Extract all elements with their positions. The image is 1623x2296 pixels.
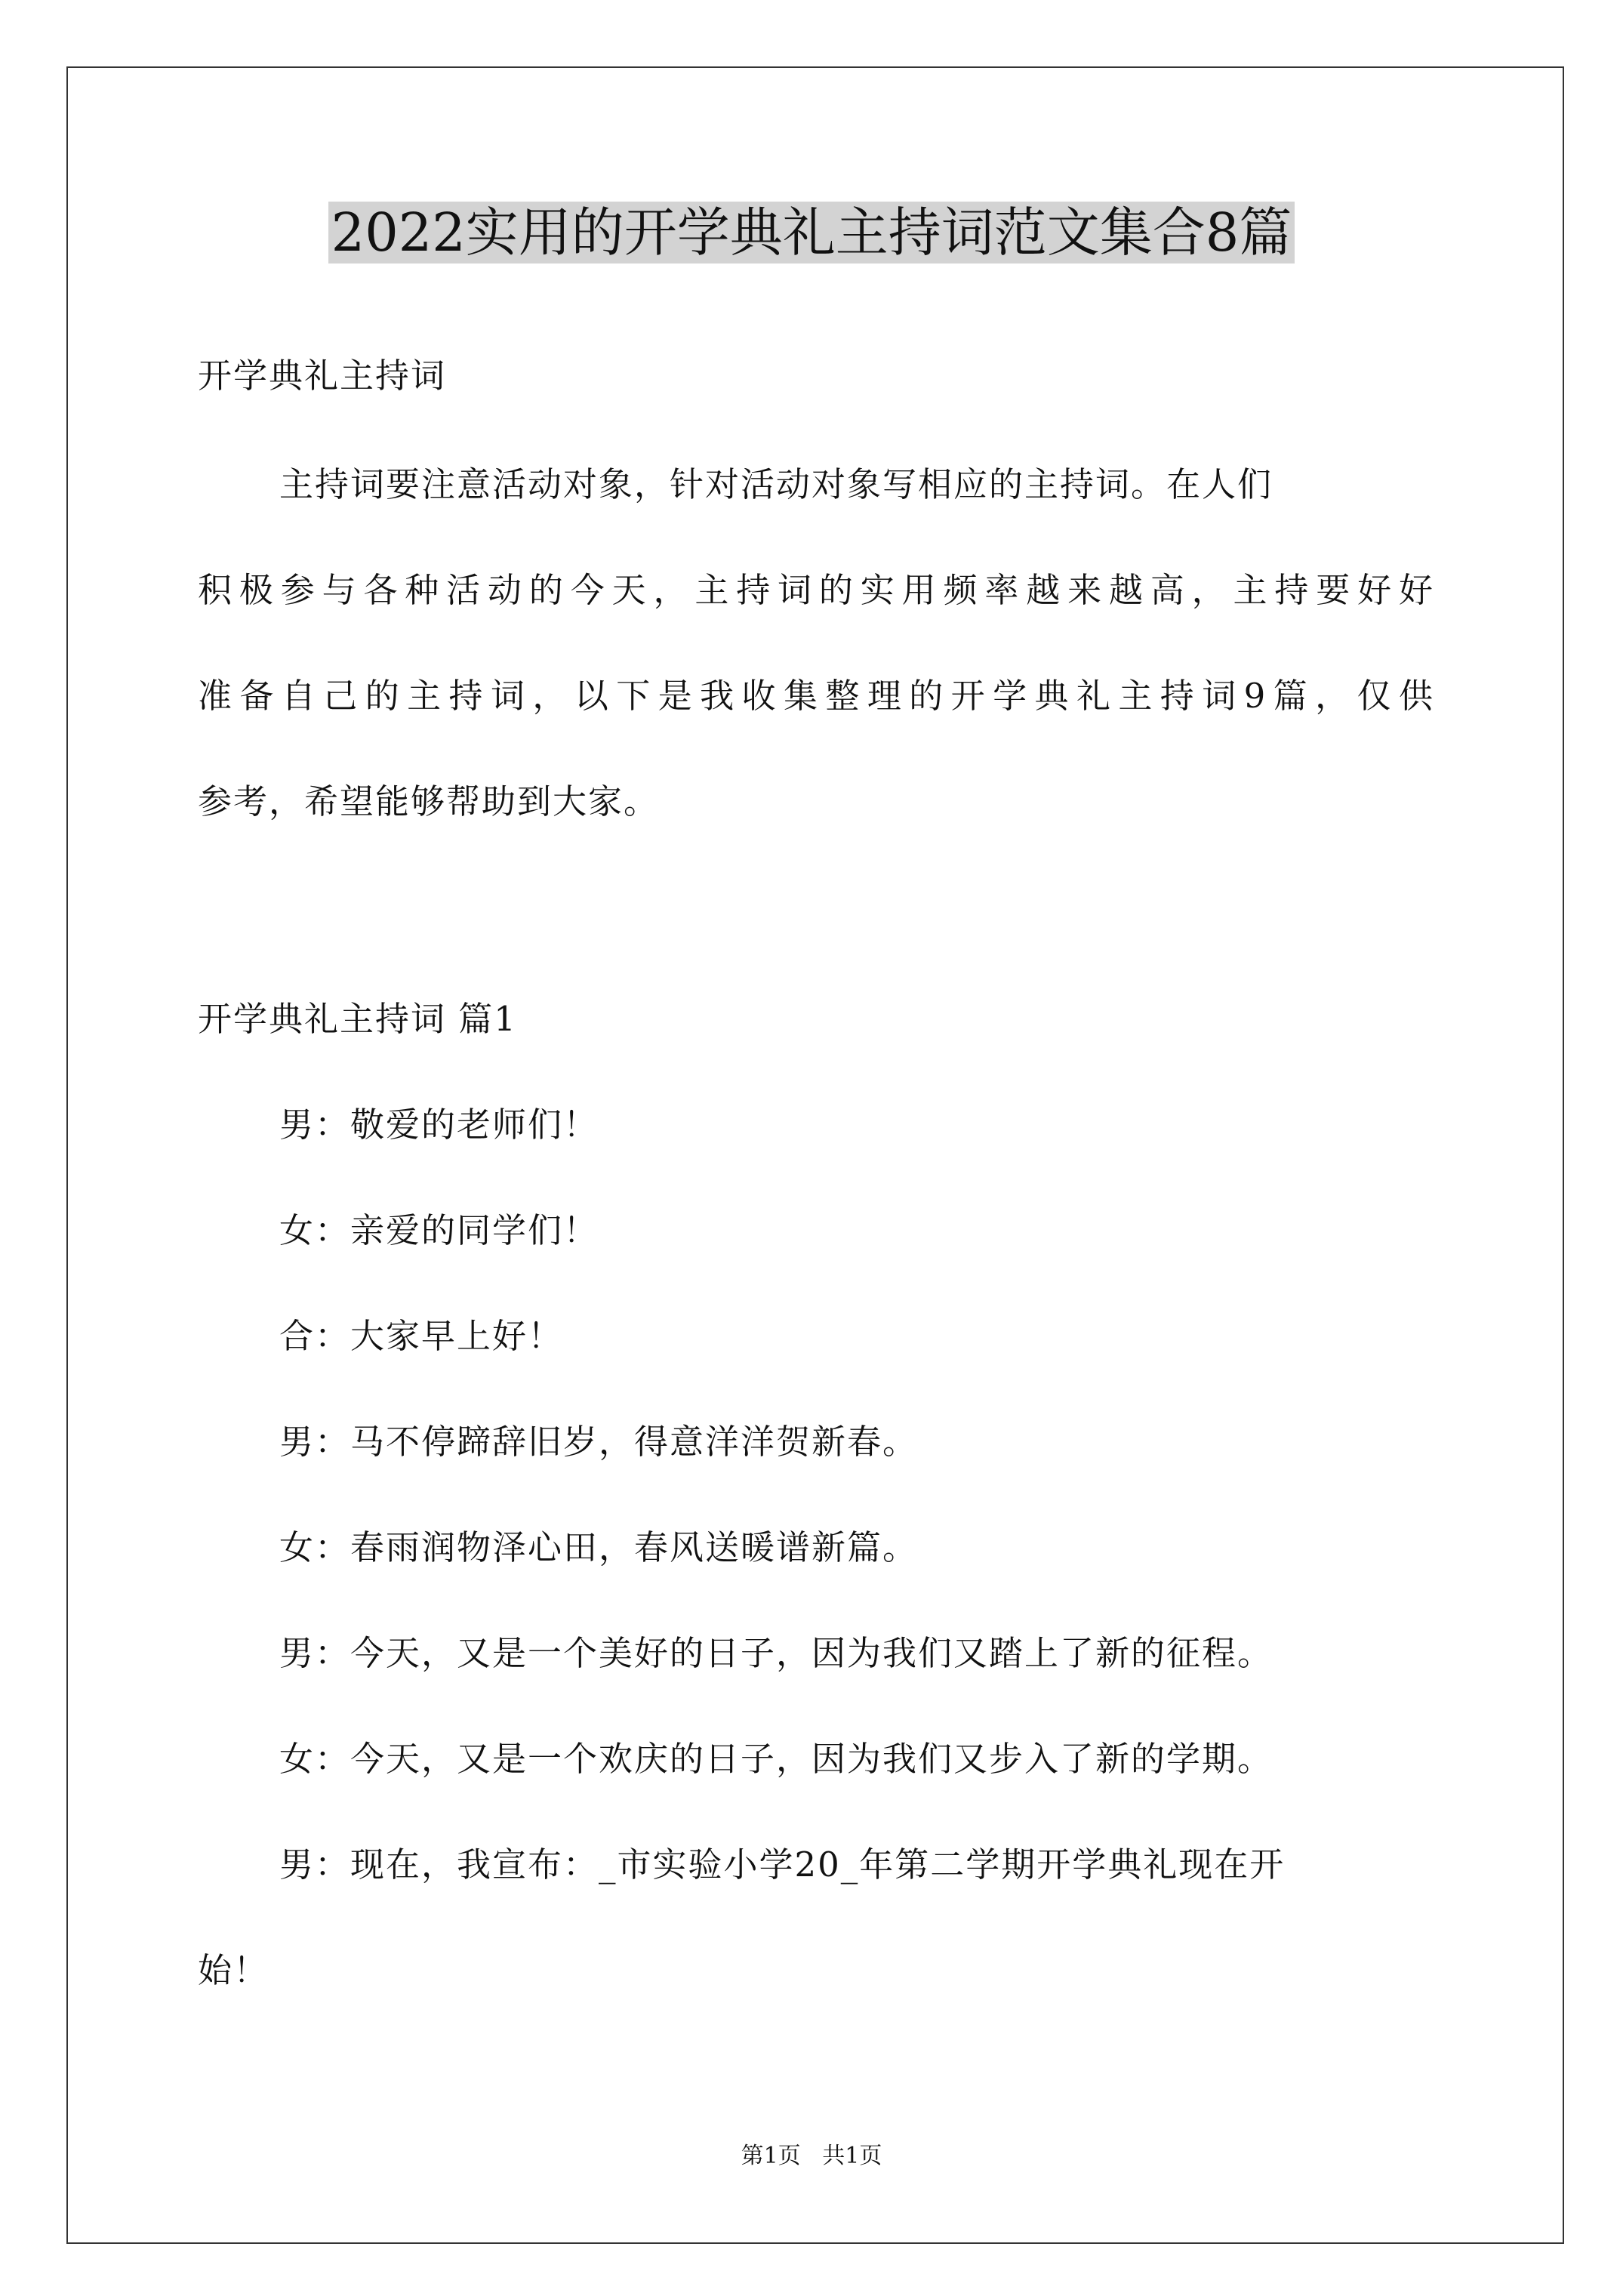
dialogue-line: 女：亲爱的同学们！ xyxy=(279,1210,599,1250)
intro-line-2: 积极参与各种活动的今天，主持词的实用频率越来越高，主持要好好 xyxy=(198,570,1434,610)
dialogue-line: 男：现在，我宣布：_市实验小学20_年第二学期开学典礼现在开 xyxy=(279,1845,1286,1885)
intro-line-1: 主持词要注意活动对象，针对活动对象写相应的主持词。在人们 xyxy=(279,464,1273,504)
dialogue-line: 女：春雨润物泽心田，春风送暖谱新篇。 xyxy=(279,1527,919,1567)
dialogue-line: 男：今天，又是一个美好的日子，因为我们又踏上了新的征程。 xyxy=(279,1633,1273,1673)
document-title xyxy=(0,195,1623,270)
section-heading: 开学典礼主持词 篇1 xyxy=(198,999,517,1039)
dialogue-line-continuation: 始！ xyxy=(198,1950,269,1990)
intro-line-4: 参考，希望能够帮助到大家。 xyxy=(198,781,660,821)
page-footer: 第1页 共1页 xyxy=(741,2143,882,2169)
dialogue-line: 男：敬爱的老师们！ xyxy=(279,1105,599,1145)
dialogue-line: 男：马不停蹄辞旧岁，得意洋洋贺新春。 xyxy=(279,1422,919,1462)
intro-line-3: 准备自己的主持词，以下是我收集整理的开学典礼主持词9篇，仅供 xyxy=(198,676,1434,716)
dialogue-line: 合：大家早上好！ xyxy=(279,1316,564,1356)
dialogue-line: 女：今天，又是一个欢庆的日子，因为我们又步入了新的学期。 xyxy=(279,1739,1273,1779)
intro-heading: 开学典礼主持词 xyxy=(198,356,447,396)
document-title-text: 2022实用的开学典礼主持词范文集合8篇 xyxy=(328,202,1295,264)
